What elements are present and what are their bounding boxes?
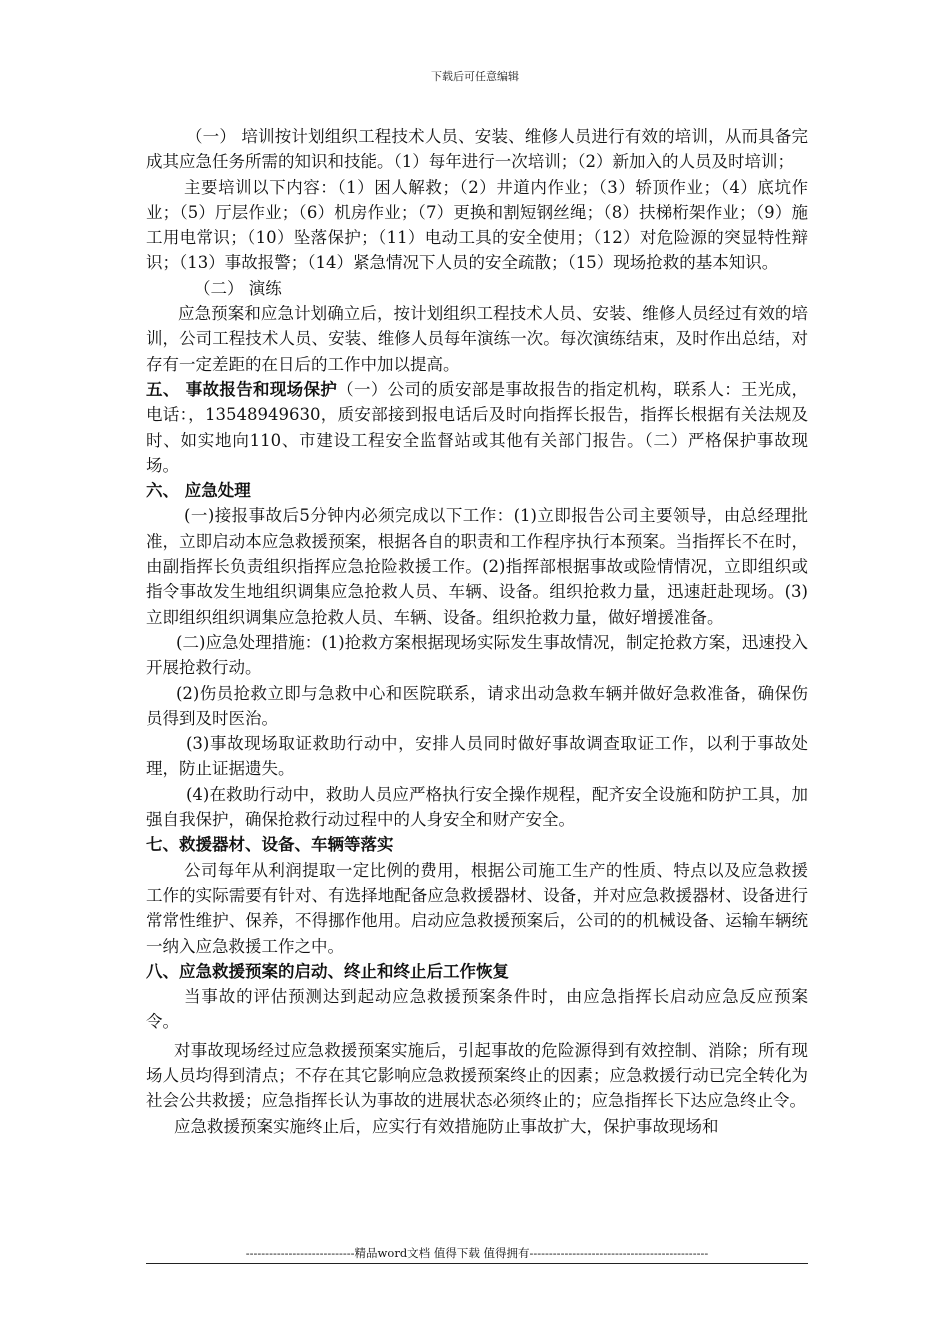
paragraph-text: (2)伤员抢救立即与急救中心和医院联系，请求出动急救车辆并做好急救准备，确保伤员得到及时医治。 [146, 683, 808, 728]
paragraph-text: 应急预案和应急计划确立后，按计划组织工程技术人员、安装、维修人员经过有效的培训，公司工程技术人员、安装、维修人员每年演练一次。每次演练结束，及时作出总结，对存有一定差距的在日后的工作中加以提高。 [146, 304, 808, 374]
section-7 [146, 832, 808, 857]
paragraph-report-steps [146, 503, 808, 629]
paragraph-equipment [146, 858, 808, 959]
paragraph-training [146, 124, 808, 175]
section-heading: 五、 事故报告和现场保护 [146, 379, 338, 399]
paragraph-measure-2 [146, 681, 808, 732]
paragraph-measures [146, 630, 808, 681]
paragraph-start [146, 984, 808, 1035]
paragraph-measure-4 [146, 782, 808, 833]
paragraph-text: 主要培训以下内容：（1）困人解救；（2）井道内作业；（3）轿顶作业；（4）底坑作业；（5）厅层作业；（6）机房作业；（7）更换和割短钢丝绳；（8）扶梯桁架作业；（9）施工用电常识；（10）坠落保护；（11）电动工具的安全使用；（12）对危险源的突显特性辩识；（13）事故报警；（14）紧急情况下人员的安全疏散；（15）现场抢救的基本知识。 [146, 177, 808, 273]
paragraph-drill [146, 301, 808, 377]
section-heading: 七、救援器材、设备、车辆等落实 [146, 835, 394, 855]
paragraph-text: 当事故的评估预测达到起动应急救援预案条件时，由应急指挥长启动应急反应预案令。 [146, 987, 808, 1032]
section-8 [146, 959, 808, 984]
section-6 [146, 478, 808, 503]
paragraph-drill-title [146, 276, 808, 301]
paragraph-terminate [146, 1038, 808, 1114]
paragraph-text: (3)事故现场取证救助行动中，安排人员同时做好事故调查取证工作，以利于事故处理，防止证据遗失。 [146, 734, 808, 779]
section-5 [146, 377, 808, 478]
paragraph-text: 应急救援预案实施终止后，应实行有效措施防止事故扩大，保护事故现场和 [174, 1116, 719, 1136]
document-body [146, 124, 808, 1139]
paragraph-after [146, 1114, 808, 1139]
paragraph-text: 公司每年从利润提取一定比例的费用，根据公司施工生产的性质、特点以及应急救援工作的实际需要有针对、有选择地配备应急救援器材、设备，并对应急救援器材、设备进行常常性维护、保养，不得挪作他用。启动应急救援预案后，公司的的机械设备、运输车辆统一纳入应急救援工作之中。 [146, 860, 808, 956]
paragraph-text: 对事故现场经过应急救援预案实施后，引起事故的危险源得到有效控制、消除；所有现场人员均得到清点；不存在其它影响应急救援预案终止的因素；应急救援行动已完全转化为社会公共救援；应急指挥长认为事故的进展状态必须终止的；应急指挥长下达应急终止令。 [146, 1040, 808, 1111]
paragraph-text: (4)在救助行动中，救助人员应严格执行安全操作规程，配齐安全设施和防护工具，加强自我保护，确保抢救行动过程中的人身安全和财产安全。 [146, 784, 808, 830]
section-heading: 六、 应急处理 [146, 481, 251, 501]
footer-divider [146, 1263, 808, 1264]
page-footer: ----------------------------精品word文档 值得下载 值得拥有---------------------------------------------- [245, 1246, 709, 1260]
paragraph-training-content [146, 175, 808, 276]
section-heading: 八、应急救援预案的启动、终止和终止后工作恢复 [146, 961, 509, 981]
paragraph-measure-3 [146, 731, 808, 782]
paragraph-text: (二)应急处理措施：(1)抢救方案根据现场实际发生事故情况，制定抢救方案，迅速投入开展抢救行动。 [146, 632, 808, 678]
page-header: 下载后可任意编辑 [431, 70, 519, 83]
paragraph-text: （二） 演练 [194, 278, 282, 298]
paragraph-text: （一） 培训按计划组织工程技术人员、安装、维修人员进行有效的培训，从而具备完成其应急任务所需的知识和技能。（1）每年进行一次培训；（2）新加入的人员及时培训； [146, 127, 808, 172]
paragraph-text: （一）公司的质安部是事故报告的指定机构，联系人：王光成，电话：，13548949630，质安部接到报电话后及时向指挥长报告，指挥长根据有关法规及时、如实地向110、市建设工程安全监督站或其他有关部门报告。（二）严格保护事故现场。 [146, 379, 808, 475]
paragraph-text: (一)接报事故后5分钟内必须完成以下工作：(1)立即报告公司主要领导，由总经理批准，立即启动本应急救援预案，根据各自的职责和工作程序执行本预案。当指挥长不在时，由副指挥长负责组织指挥应急抢险救援工作。(2)指挥部根据事故或险情情况，立即组织或指令事故发生地组织调集应急抢救人员、车辆、设备。组织抢救力量，迅速赶赴现场。(3)立即组织组织调集应急抢救人员、车辆、设备。组织抢救力量，做好增援准备。 [146, 506, 808, 627]
